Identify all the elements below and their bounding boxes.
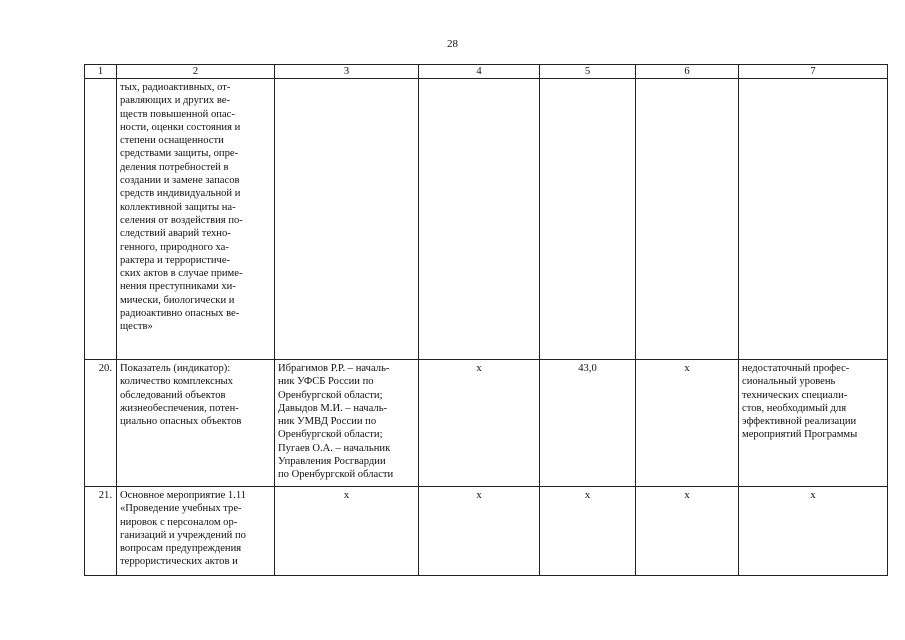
text-line: ник УФСБ России по <box>278 376 374 388</box>
text-line: стов, необходимый для <box>742 402 847 414</box>
text-line: обследований объектов <box>120 389 226 401</box>
program-table <box>84 64 888 576</box>
table-row-continuation <box>85 79 888 360</box>
text-line: равляющих и других ве- <box>120 95 230 107</box>
text-line: Показатель (индикатор): <box>120 363 231 374</box>
header-cell-4: 4 <box>419 65 540 79</box>
text-line: х <box>343 490 350 501</box>
col6-cell <box>636 79 739 360</box>
text-line: х <box>810 490 816 501</box>
text-line: террористических актов и <box>120 556 238 568</box>
text-line: создании и замене запасов <box>120 175 240 187</box>
text-line: ности, оценки состояния и <box>120 121 241 133</box>
text-line: технических специали- <box>742 389 848 401</box>
text-line: по Оренбургской области <box>278 469 394 481</box>
text-line: Оренбургской области; <box>278 389 383 401</box>
text-line: ских актов в случае приме- <box>120 268 243 280</box>
text-line: Давыдов М.И. – началь- <box>278 402 388 414</box>
col6-cell: х <box>636 360 739 487</box>
row-number <box>85 79 117 360</box>
text-line: средств индивидуальной и <box>120 188 241 200</box>
text-line: «Проведение учебных тре- <box>120 503 242 515</box>
text-line: нировок с персоналом ор- <box>120 516 238 528</box>
text-line: степени оснащенности <box>120 135 224 147</box>
text-line: генного, природного ха- <box>120 241 229 253</box>
text-line: Пугаев О.А. – начальник <box>278 442 391 454</box>
text-line: ществ» <box>120 321 153 333</box>
text-line: недостаточный профес- <box>742 363 850 374</box>
consequence-cell <box>739 360 888 487</box>
header-cell-2: 2 <box>117 65 275 79</box>
header-cell-1: 1 <box>85 65 117 79</box>
description-cell <box>117 487 275 576</box>
col5-cell: 43,0 <box>540 360 636 487</box>
text-line: количество комплексных <box>120 376 233 388</box>
responsible-cell <box>275 360 419 487</box>
text-line: эффективной реализации <box>742 416 857 428</box>
consequence-cell <box>739 79 888 360</box>
row-number: 20. <box>85 360 117 487</box>
header-cell-6: 6 <box>636 65 739 79</box>
text-line: нения преступниками хи- <box>120 281 236 293</box>
header-cell-7: 7 <box>739 65 888 79</box>
text-line: рактера и террористиче- <box>120 254 231 266</box>
consequence-cell <box>739 487 888 576</box>
col5-cell <box>540 79 636 360</box>
text-line: средствами защиты, опре- <box>120 148 239 160</box>
text-line: ник УМВД России по <box>278 416 377 428</box>
col4-cell: х <box>419 487 540 576</box>
row-number: 21. <box>85 487 117 576</box>
responsible-cell <box>275 79 419 360</box>
text-line: ганизаций и учреждений по <box>120 529 246 541</box>
col5-cell: х <box>540 487 636 576</box>
text-line: Оренбургской области; <box>278 429 383 441</box>
text-line: Основное мероприятие 1.11 <box>120 490 247 501</box>
text-line: коллективной защиты на- <box>120 201 236 213</box>
text-line: вопросам предупреждения <box>120 543 242 555</box>
page-number: 28 <box>447 38 458 50</box>
table-row-20 <box>85 360 888 487</box>
text-line: следствий аварий техно- <box>120 228 231 240</box>
text-line: циально опасных объектов <box>120 416 242 428</box>
text-line: селения от воздействия по- <box>120 214 243 226</box>
text-line: тых, радиоактивных, от- <box>120 82 231 93</box>
text-line: жизнеобеспечения, потен- <box>120 402 239 414</box>
description-cell <box>117 79 275 360</box>
table-row-21 <box>85 487 888 576</box>
col4-cell: х <box>419 360 540 487</box>
text-line: мически, биологически и <box>120 294 235 306</box>
text-line: Ибрагимов Р.Р. – началь- <box>278 363 390 374</box>
column-number-row <box>85 65 888 79</box>
col6-cell: х <box>636 487 739 576</box>
col4-cell <box>419 79 540 360</box>
text-line: Управления Росгвардии <box>278 456 386 468</box>
text-line: сиональный уровень <box>742 376 836 388</box>
text-line: деления потребностей в <box>120 161 229 173</box>
text-line: ществ повышенной опас- <box>120 108 235 120</box>
text-line: радиоактивно опасных ве- <box>120 308 240 320</box>
responsible-cell <box>275 487 419 576</box>
header-cell-3: 3 <box>275 65 419 79</box>
header-cell-5: 5 <box>540 65 636 79</box>
description-cell <box>117 360 275 487</box>
text-line: мероприятий Программы <box>742 429 858 441</box>
